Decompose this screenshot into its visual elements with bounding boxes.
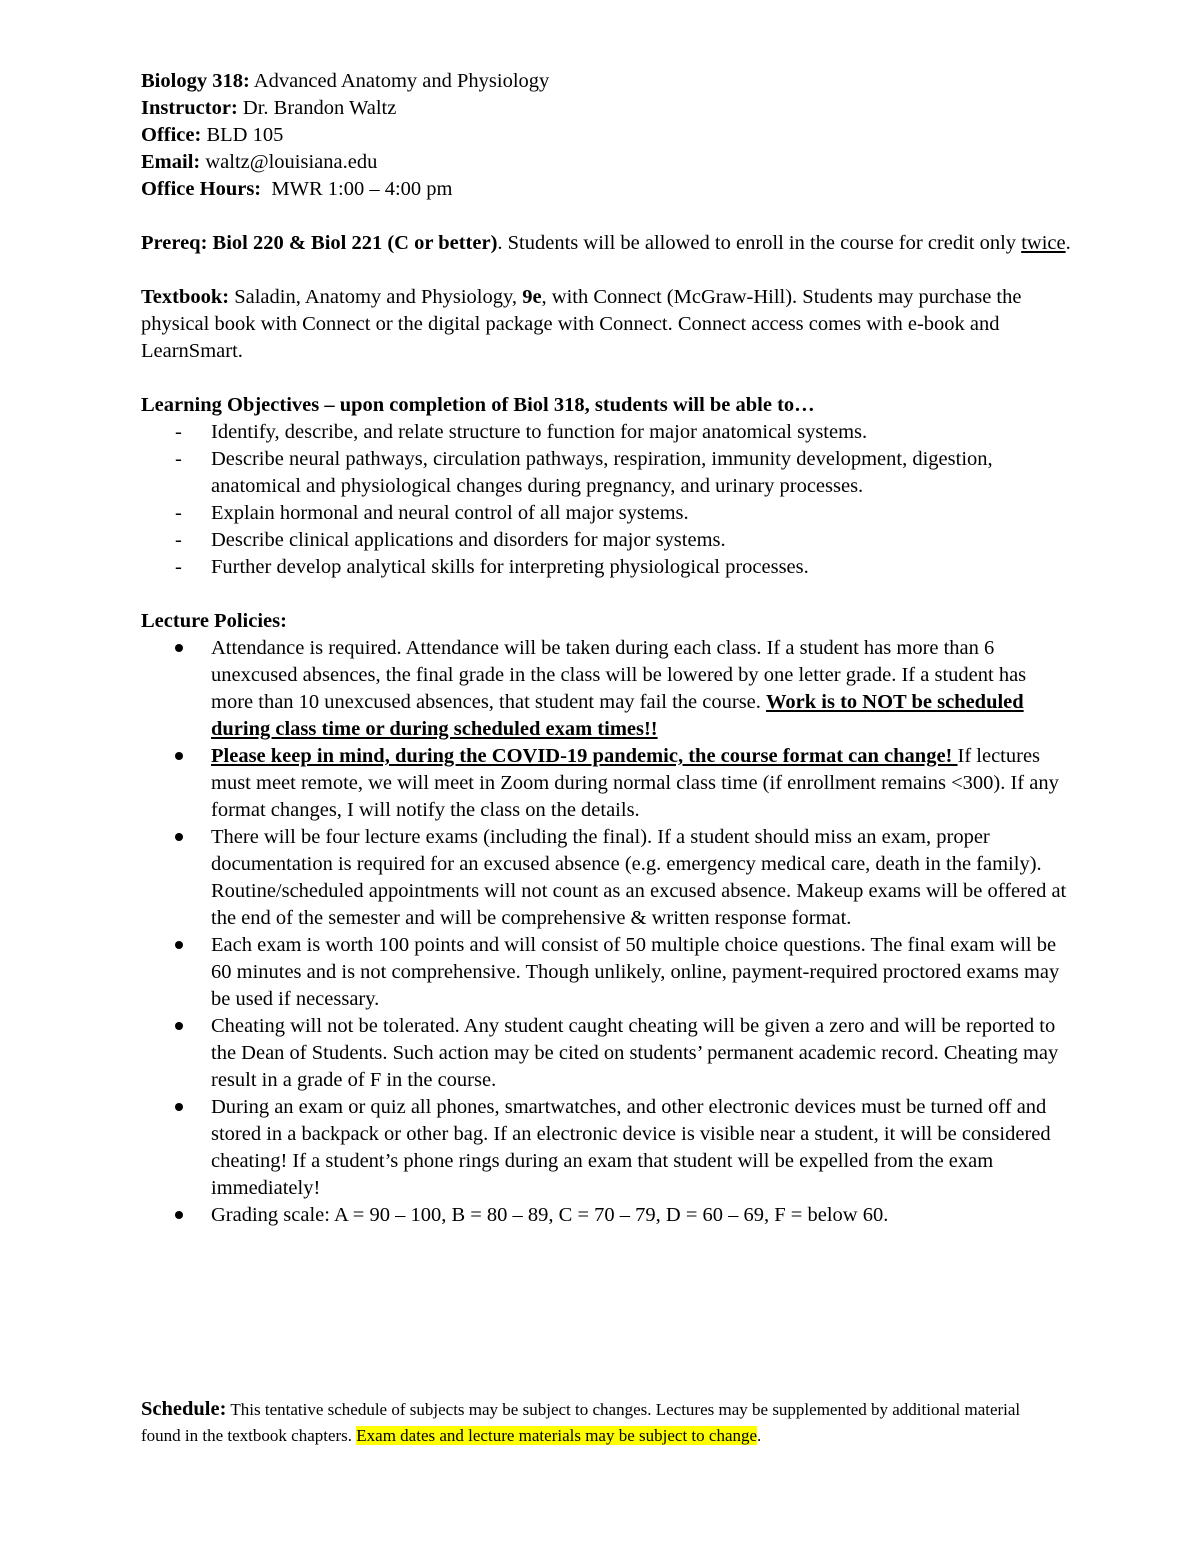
bullet-icon — [175, 1211, 183, 1219]
list-item — [141, 1094, 1071, 1202]
instructor-name: Dr. Brandon Waltz — [237, 97, 397, 119]
list-item — [141, 500, 1071, 527]
dash-marker: - — [175, 421, 182, 443]
policies-list — [141, 635, 1071, 1229]
policy-emphasis: Work is to NOT be scheduled during class time or during scheduled exam times!! — [211, 691, 1024, 740]
policy-text: Attendance is required. Attendance will be taken during each class. If a student has more than 6 unexcused absences, the final grade in the class will be lowered by one letter grade. If a student has more than 10 unexcused absences, that student may fail the course. — [211, 637, 1027, 713]
textbook-text-b: , with Connect (McGraw-Hill). Students may purchase the physical book with Connect or the digital package with Connect. Connect access comes with e-book and LearnSmart. — [141, 286, 1022, 362]
syllabus-page — [141, 68, 1071, 1229]
bullet-icon — [175, 1022, 183, 1030]
course-title-line — [141, 68, 1071, 95]
policy-text: During an exam or quiz all phones, smartwatches, and other electronic devices must be turned off and stored in a backpack or other bag. If an electronic device is visible near a student, it will be considered cheating! If a student’s phone rings during an exam that student will be expelled from the exam immediately! — [211, 1096, 1051, 1199]
schedule-end: . — [757, 1426, 762, 1445]
bullet-icon — [175, 1103, 183, 1111]
schedule-text: This tentative schedule of subjects may be subject to changes. Lectures may be supplemented by additional material found in the textbook chapters. — [141, 1400, 1021, 1445]
grading-scale-text: Grading scale: A = 90 – 100, B = 80 – 89, C = 70 – 79, D = 60 – 69, F = below 60. — [211, 1204, 889, 1226]
list-item — [141, 554, 1071, 581]
list-item — [141, 635, 1071, 743]
policy-text: Cheating will not be tolerated. Any student caught cheating will be given a zero and will be reported to the Dean of Students. Such action may be cited on students’ permanent academic record. Cheating may result in a grade of F in the course. — [211, 1015, 1059, 1091]
bullet-icon — [175, 833, 183, 841]
schedule-label: Schedule: — [141, 1398, 227, 1420]
policies-heading — [141, 608, 1071, 635]
email-label: Email: — [141, 151, 201, 173]
email-address: waltz@louisiana.edu — [200, 151, 378, 173]
list-item — [141, 527, 1071, 554]
textbook-paragraph — [141, 284, 1071, 365]
office-label: Office: — [141, 124, 202, 146]
schedule-highlight: Exam dates and lecture materials may be subject to change — [356, 1426, 758, 1445]
objectives-list — [141, 419, 1071, 581]
prereq-label: Prereq: Biol 220 & Biol 221 (C or better) — [141, 232, 498, 254]
objective-text: Describe neural pathways, circulation pathways, respiration, immunity development, digestion, anatomical and physiological changes during pregnancy, and urinary processes. — [211, 448, 993, 497]
list-item — [141, 932, 1071, 1013]
dash-marker: - — [175, 502, 182, 524]
instructor-label: Instructor: — [141, 97, 238, 119]
list-item — [141, 446, 1071, 500]
objective-text: Explain hormonal and neural control of all major systems. — [211, 502, 689, 524]
office-value: BLD 105 — [201, 124, 284, 146]
list-item — [141, 824, 1071, 932]
textbook-label: Textbook: — [141, 286, 230, 308]
objective-text: Identify, describe, and relate structure to function for major anatomical systems. — [211, 421, 868, 443]
course-name: Advanced Anatomy and Physiology — [249, 70, 550, 92]
office-line — [141, 122, 1071, 149]
objectives-heading — [141, 392, 1071, 419]
prereq-paragraph — [141, 230, 1071, 257]
schedule-paragraph — [141, 1396, 1061, 1449]
list-item — [141, 743, 1071, 824]
objective-text: Describe clinical applications and disorders for major systems. — [211, 529, 726, 551]
textbook-text-a: Saladin, Anatomy and Physiology, — [229, 286, 523, 308]
office-hours-line — [141, 176, 1071, 203]
office-hours-value: MWR 1:00 – 4:00 pm — [261, 178, 453, 200]
textbook-edition: 9e — [522, 286, 542, 308]
list-item — [141, 1202, 1071, 1229]
course-label: Biology 318: — [141, 70, 250, 92]
prereq-emphasis: twice — [1021, 232, 1066, 254]
bullet-icon — [175, 941, 183, 949]
policy-text: There will be four lecture exams (including the final). If a student should miss an exam, proper documentation is required for an excused absence (e.g. emergency medical care, death in the family). Routine/scheduled appointments will not count as an excused absence. Makeup exams will be offered at the end of the semester and will be comprehensive & written response format. — [211, 826, 1067, 929]
dash-marker: - — [175, 556, 182, 578]
bullet-icon — [175, 644, 183, 652]
policy-emphasis: Please keep in mind, during the COVID-19 pandemic, the course format can change! — [211, 745, 958, 767]
dash-marker: - — [175, 448, 182, 470]
bullet-icon — [175, 752, 183, 760]
list-item — [141, 419, 1071, 446]
policies-heading-text: Lecture Policies: — [141, 610, 287, 632]
office-hours-label: Office Hours: — [141, 178, 262, 200]
list-item — [141, 1013, 1071, 1094]
prereq-text: . Students will be allowed to enroll in the course for credit only — [497, 232, 1022, 254]
objectives-heading-text: Learning Objectives – upon completion of Biol 318, students will be able to… — [141, 394, 815, 416]
prereq-end: . — [1065, 232, 1071, 254]
instructor-line — [141, 95, 1071, 122]
policy-text: Each exam is worth 100 points and will consist of 50 multiple choice questions. The final exam will be 60 minutes and is not comprehensive. Though unlikely, online, payment-required proctored exams may be used if necessary. — [211, 934, 1060, 1010]
objective-text: Further develop analytical skills for interpreting physiological processes. — [211, 556, 809, 578]
email-line — [141, 149, 1071, 176]
policy-text: If lectures must meet remote, we will meet in Zoom during normal class time (if enrollment remains <300). If any format changes, I will notify the class on the details. — [211, 745, 1059, 821]
dash-marker: - — [175, 529, 182, 551]
